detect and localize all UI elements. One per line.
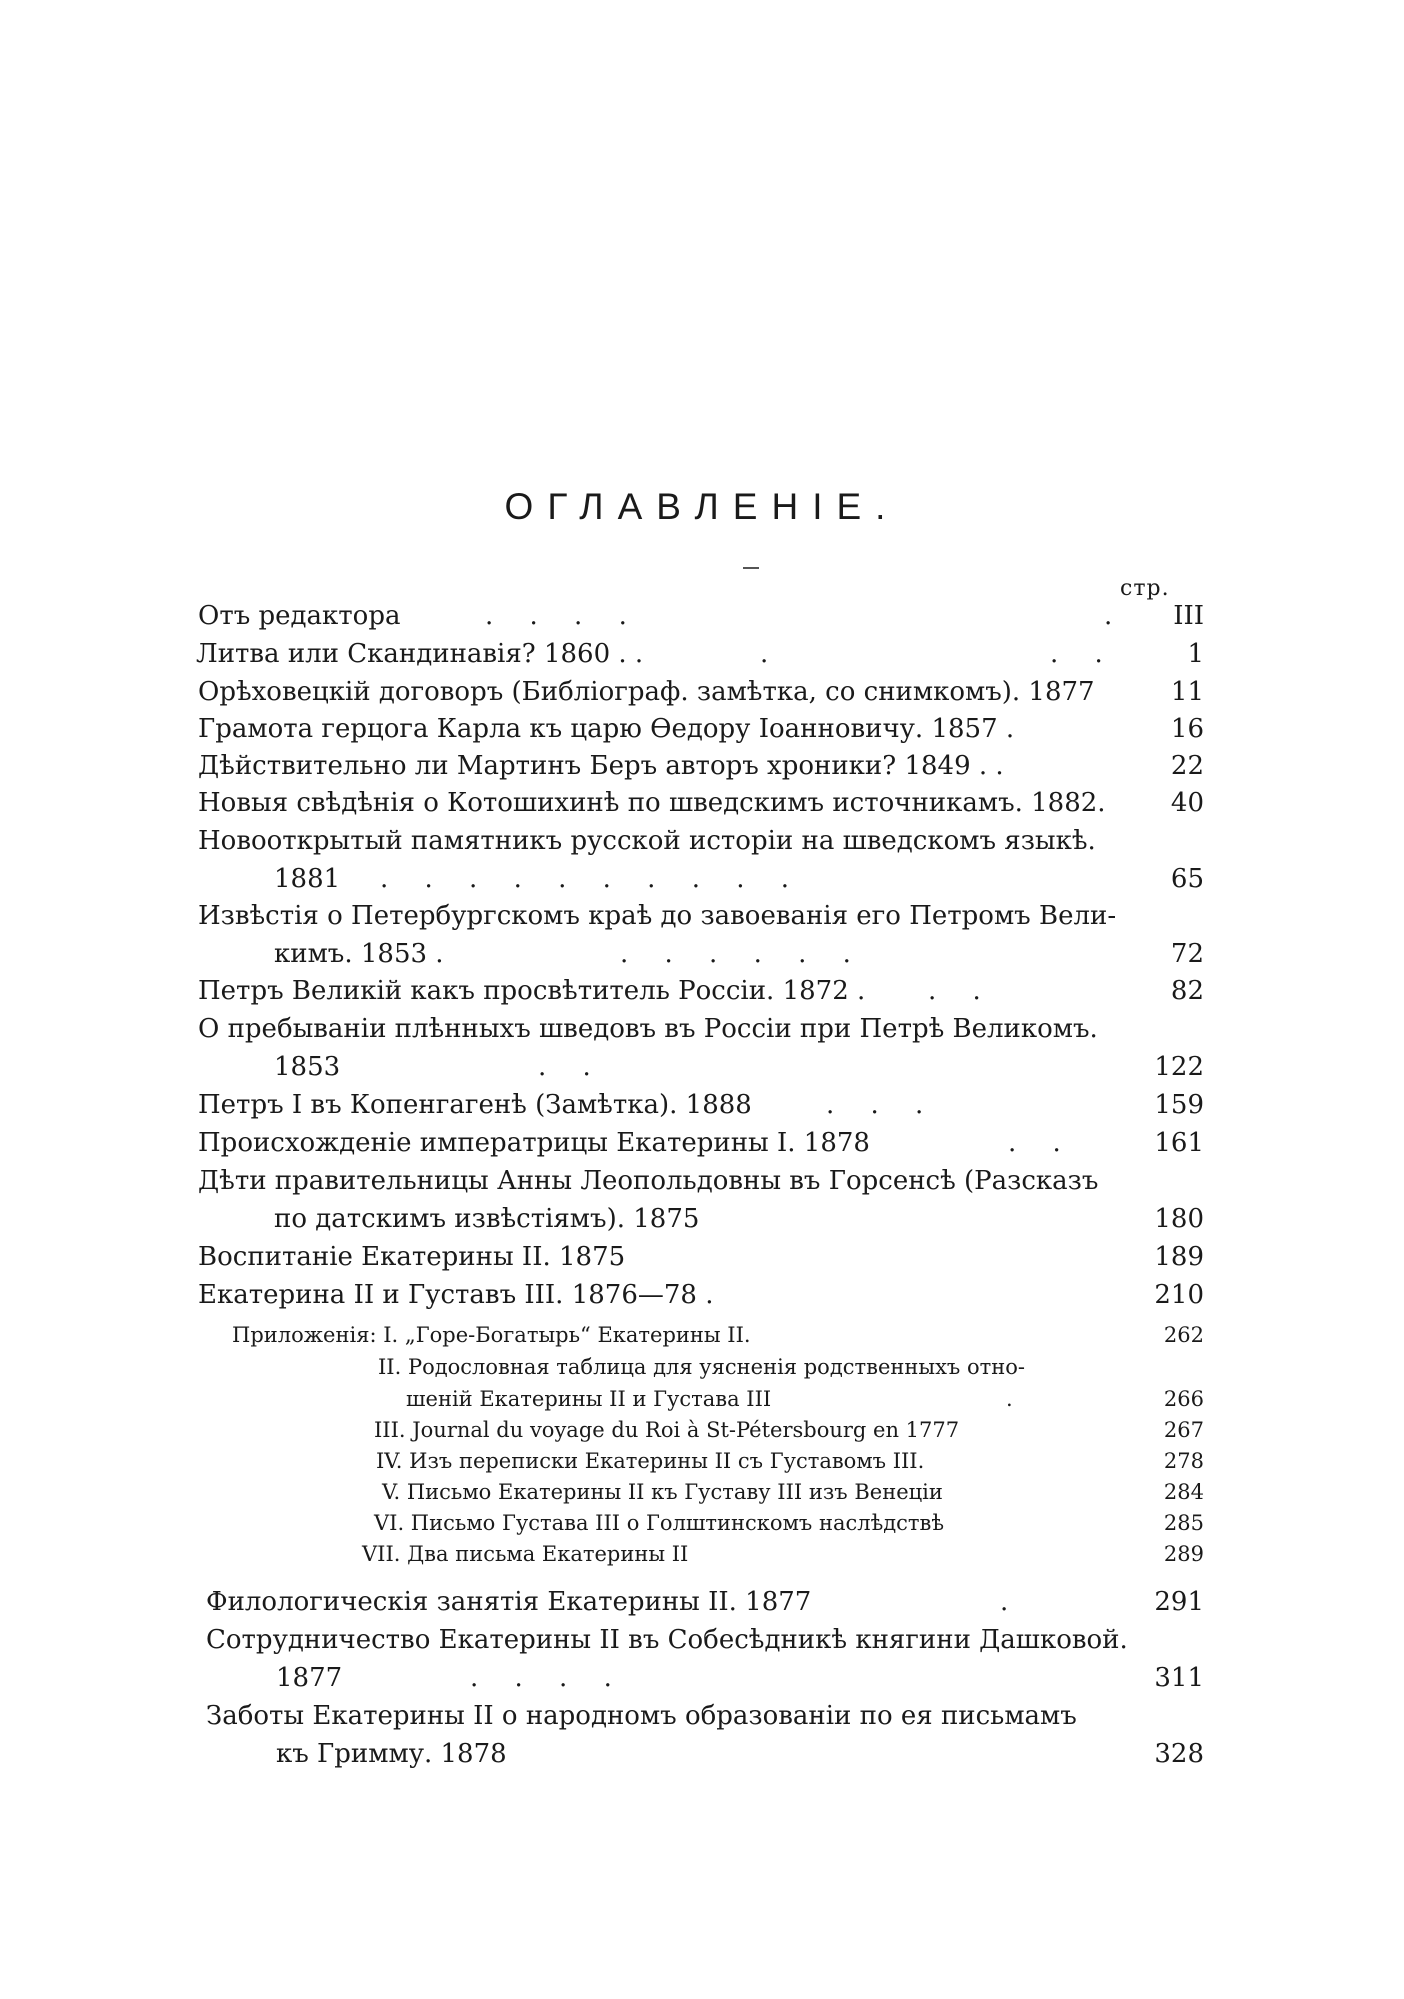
- toc-entry-title: Екатерина II и Густавъ III. 1876—78 .: [198, 1280, 714, 1310]
- toc-entry-continued: [0, 861, 1404, 897]
- toc-leader: . . . . . .: [620, 939, 865, 969]
- toc-page-number: 278: [1163, 1449, 1204, 1473]
- toc-entry-continued: [0, 936, 1404, 972]
- toc-leader: . .: [928, 976, 995, 1006]
- toc-entry-title: Отъ редактора: [198, 601, 401, 631]
- toc-leader: .: [760, 639, 783, 669]
- toc-page-number: 311: [1154, 1663, 1204, 1693]
- toc-appendix-entry: [0, 1352, 1404, 1388]
- toc-page-number: 16: [1170, 714, 1204, 744]
- toc-entry-title: V. Письмо Екатерины II къ Густаву III изъ Венеціи: [382, 1480, 943, 1504]
- toc-entry: [0, 1125, 1404, 1161]
- toc-entry-title: Литва или Скандинавія? 1860 . .: [196, 639, 644, 669]
- toc-page-number: 189: [1154, 1242, 1204, 1272]
- toc-entry-title: Дѣти правительницы Анны Леопольдовны въ Горсенсѣ (Разсказъ: [198, 1166, 1099, 1196]
- toc-entry-continued: [0, 1736, 1404, 1772]
- toc-entry-title: Филологическія занятія Екатерины II. 1877: [206, 1587, 812, 1617]
- toc-entry-title: по датскимъ извѣстіямъ). 1875: [274, 1204, 700, 1234]
- title-divider: [743, 567, 759, 569]
- toc-entry-continued: [0, 1201, 1404, 1237]
- toc-leader: . . . . . . . . . .: [380, 864, 804, 894]
- toc-entry: [0, 674, 1404, 710]
- toc-page-number: 328: [1154, 1739, 1204, 1769]
- toc-page-number: 82: [1170, 976, 1204, 1006]
- toc-entry-title: Сотрудничество Екатерины II въ Собесѣдникѣ княгини Дашковой.: [206, 1625, 1128, 1655]
- toc-page-number: 266: [1163, 1387, 1204, 1411]
- toc-page-number: 291: [1154, 1587, 1204, 1617]
- toc-page-number: 161: [1154, 1128, 1204, 1158]
- toc-page-number: 1: [1187, 639, 1204, 669]
- toc-entry-title: IV. Изъ переписки Екатерины II съ Густавомъ III.: [376, 1449, 925, 1473]
- toc-entry-title: 1877: [276, 1663, 343, 1693]
- toc-entry: [0, 1011, 1404, 1047]
- toc-entry-title: Воспитаніе Екатерины II. 1875: [198, 1242, 626, 1272]
- toc-entry-title: II. Родословная таблица для уясненія родственныхъ отно-: [378, 1355, 1025, 1379]
- toc-leader: . . .: [826, 1090, 938, 1120]
- toc-entry-title: Петръ Великій какъ просвѣтитель Россіи. 1872 .: [198, 976, 866, 1006]
- toc-appendix-entry: [0, 1320, 1404, 1356]
- toc-entry: [0, 1277, 1404, 1313]
- toc-leader: . .: [1008, 1128, 1075, 1158]
- toc-entry-continued: [0, 1660, 1404, 1696]
- toc-page-number: 122: [1154, 1052, 1204, 1082]
- toc-entry: [0, 711, 1404, 747]
- toc-entry-title: Дѣйствительно ли Мартинъ Беръ авторъ хроники? 1849 . .: [198, 751, 1004, 781]
- toc-entry-title: Новыя свѣдѣнія о Котошихинѣ по шведскимъ источникамъ. 1882.: [198, 788, 1106, 818]
- toc-leader: .: [1104, 601, 1127, 631]
- toc-page-number: 284: [1163, 1480, 1204, 1504]
- toc-page-number: 289: [1163, 1542, 1204, 1566]
- toc-entry-title: 1853: [274, 1052, 341, 1082]
- toc-entry-title: О пребываніи плѣнныхъ шведовъ въ Россіи при Петрѣ Великомъ.: [198, 1014, 1098, 1044]
- toc-entry-title: Заботы Екатерины II о народномъ образованіи по ея письмамъ: [206, 1701, 1077, 1731]
- toc-page-number: 159: [1154, 1090, 1204, 1120]
- toc-leader: . .: [1050, 639, 1117, 669]
- toc-page-number: 262: [1163, 1323, 1204, 1347]
- toc-entry: [0, 748, 1404, 784]
- toc-page-number: 180: [1154, 1204, 1204, 1234]
- toc-entry-title: Петръ I въ Копенгагенѣ (Замѣтка). 1888: [198, 1090, 752, 1120]
- toc-entry: [0, 1163, 1404, 1199]
- toc-page-number: 210: [1154, 1280, 1204, 1310]
- toc-entry-title: къ Гримму. 1878: [276, 1739, 507, 1769]
- toc-page-number: 285: [1163, 1511, 1204, 1535]
- toc-entry: [0, 1239, 1404, 1275]
- toc-entry: [0, 898, 1404, 934]
- toc-page-number: 72: [1170, 939, 1204, 969]
- toc-entry-title: VII. Два письма Екатерины II: [362, 1542, 689, 1566]
- toc-page-number: 11: [1170, 677, 1204, 707]
- toc-leader: . . . .: [470, 1663, 626, 1693]
- toc-entry-title: шеній Екатерины II и Густава III: [406, 1387, 772, 1411]
- toc-entry-title: Происхожденіе императрицы Екатерины I. 1878: [198, 1128, 870, 1158]
- toc-appendix-entry: [0, 1539, 1404, 1575]
- toc-entry-title: III. Journal du voyage du Roi à St-Pétersbourg en 1777: [374, 1418, 960, 1442]
- toc-entry-title: Орѣховецкій договоръ (Библіограф. замѣтка, со снимкомъ). 1877: [198, 677, 1095, 707]
- toc-entry: [0, 1698, 1404, 1734]
- toc-entry: [0, 1584, 1404, 1620]
- toc-entry-continued: [0, 1049, 1404, 1085]
- toc-leader: . .: [538, 1052, 605, 1082]
- toc-entry: [0, 1087, 1404, 1123]
- toc-page-number: 267: [1163, 1418, 1204, 1442]
- toc-entry: [0, 598, 1404, 634]
- toc-entry-title: VI. Письмо Густава III о Голштинскомъ наслѣдствѣ: [374, 1511, 945, 1535]
- toc-entry-title: Грамота герцога Карла къ царю Ѳедору Іоанновичу. 1857 .: [198, 714, 1015, 744]
- toc-entry-title: Извѣстія о Петербургскомъ краѣ до завоеванія его Петромъ Вели-: [198, 901, 1117, 931]
- toc-entry: [0, 785, 1404, 821]
- page-title: ОГЛАВЛЕНІЕ.: [504, 486, 900, 527]
- toc-entry: [0, 636, 1404, 672]
- toc-page-number: III: [1173, 601, 1204, 631]
- toc-leader: .: [1006, 1387, 1027, 1411]
- page-column-header: стр.: [1120, 576, 1170, 601]
- toc-leader: .: [1000, 1587, 1023, 1617]
- toc-leader: . . . .: [485, 601, 641, 631]
- toc-page-number: 65: [1170, 864, 1204, 894]
- toc-page-number: 22: [1170, 751, 1204, 781]
- toc-entry-title: Приложенія: I. „Горе-Богатырь“ Екатерины II.: [232, 1323, 751, 1347]
- toc-page-number: 40: [1170, 788, 1204, 818]
- toc-entry: [0, 823, 1404, 859]
- toc-entry-title: 1881: [274, 864, 341, 894]
- toc-entry: [0, 973, 1404, 1009]
- toc-entry-title: Новооткрытый памятникъ русской исторіи на шведскомъ языкѣ.: [198, 826, 1096, 856]
- toc-entry-title: кимъ. 1853 .: [274, 939, 444, 969]
- toc-entry: [0, 1622, 1404, 1658]
